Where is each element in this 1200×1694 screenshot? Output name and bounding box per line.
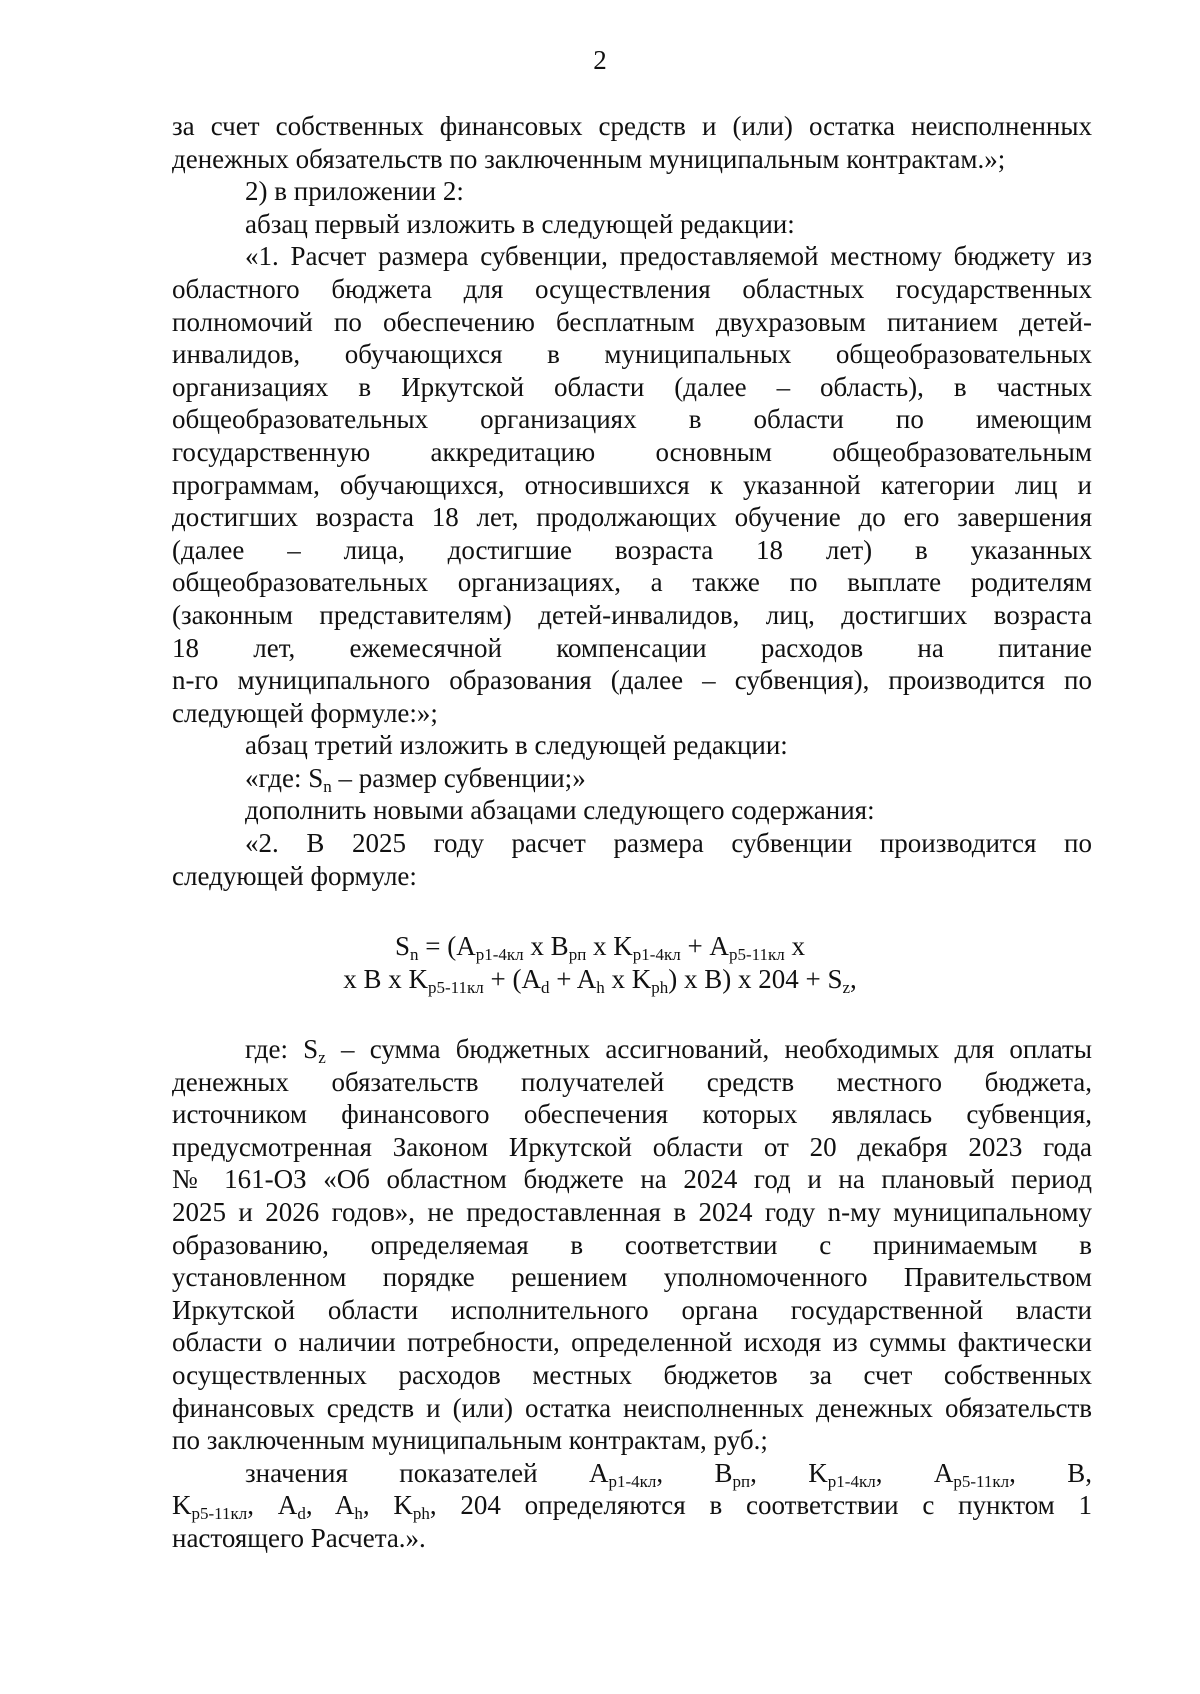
text-line: области о наличии потребности, определенной исходя из суммы фактически: [172, 1327, 1092, 1358]
text-line: образованию, определяемая в соответствии с принимаемым в: [172, 1229, 1092, 1260]
indicator-values-line: значения показателей $A_{p1-4кл}$, $B_{рп}$, $K_{p1-4кл}$, $A_{p5-11кл}$, B,: [245, 1457, 1093, 1491]
text-line: по заключенным муниципальным контрактам, руб.;: [172, 1425, 768, 1456]
text-line: следующей формуле:»;: [172, 697, 438, 728]
text-line: абзац первый изложить в следующей редакции:: [245, 208, 795, 239]
text-line: за счет собственных финансовых средств и (или) остатка неисполненных: [172, 111, 1092, 141]
text-line: организациях в Иркутской области (далее – область), в частных: [172, 371, 1092, 402]
text-line: (далее – лица, достигшие возраста 18 лет) в указанных: [172, 534, 1092, 565]
text-line: источником финансового обеспечения которых являлась субвенция,: [172, 1099, 1092, 1130]
where-sn-line: «где: $S_n$ – размер субвенции;»: [245, 762, 586, 796]
formula-line-2: x B x $K_{p5-11кл} + (A_d + A_h$ x $K_{ph}$) x B) x $204 + S_z$,: [343, 964, 857, 997]
text-line: установленном порядке решением уполномоченного Правительством: [172, 1262, 1092, 1293]
text-line: областного бюджета для осуществления областных государственных: [172, 273, 1092, 304]
text-line: программам, обучающихся, относившихся к указанной категории лиц и: [172, 469, 1092, 500]
indicator-values-line: $K_{p5-11кл}$, $A_d$, $A_h$, $K_{ph}$, 204 определяются в соответствии с пунктом 1: [172, 1490, 1093, 1524]
text-line: общеобразовательных организациях в области по имеющим: [172, 404, 1092, 435]
page-number: 2: [593, 45, 607, 75]
text-line: абзац третий изложить в следующей редакции:: [245, 730, 788, 761]
text-line: № 161-ОЗ «Об областном бюджете на 2024 год и на плановый период: [172, 1164, 1092, 1195]
text-line: следующей формуле:: [172, 860, 417, 891]
text-line: инвалидов, обучающихся в муниципальных общеобразовательных: [172, 339, 1092, 370]
text-line: настоящего Расчета.».: [172, 1522, 426, 1553]
text-line: (законным представителям) детей-инвалидов, лиц, достигших возраста: [172, 599, 1092, 630]
text-line: полномочий по обеспечению бесплатным двухразовым питанием детей-: [172, 306, 1092, 337]
text-line: 2) в приложении 2:: [245, 176, 464, 207]
text-line: «1. Расчет размера субвенции, предоставляемой местному бюджету из: [245, 241, 1092, 272]
text-line: достигших возраста 18 лет, продолжающих обучение до его завершения: [172, 502, 1092, 533]
text-line: денежных обязательств по заключенным муниципальным контрактам.»;: [172, 143, 1006, 174]
text-line: предусмотренная Законом Иркутской области от 20 декабря 2023 года: [172, 1131, 1092, 1162]
text-line: «2. В 2025 году расчет размера субвенции производится по: [245, 828, 1092, 859]
text-line: финансовых средств и (или) остатка неисполненных денежных обязательств: [172, 1392, 1092, 1423]
text-line: денежных обязательств получателей средств местного бюджета,: [172, 1066, 1092, 1097]
subvention-formula: [0, 930, 1200, 996]
definitions-text: [172, 1033, 1092, 1555]
text-line: дополнить новыми абзацами следующего содержания:: [245, 795, 875, 826]
amendment-text: [172, 110, 1092, 892]
where-sz-line: где: $S_z$ – сумма бюджетных ассигнований, необходимых для оплаты: [245, 1034, 1092, 1067]
text-line: 18 лет, ежемесячной компенсации расходов на питание: [172, 632, 1092, 663]
text-line: осуществленных расходов местных бюджетов за счет собственных: [172, 1359, 1092, 1390]
text-line: 2025 и 2026 годов», не предоставленная в 2024 году n-му муниципальному: [172, 1196, 1092, 1227]
text-line: n-го муниципального образования (далее – субвенция), производится по: [172, 665, 1092, 696]
text-line: государственную аккредитацию основным общеобразовательным: [172, 436, 1092, 467]
text-line: общеобразовательных организациях, а также по выплате родителям: [172, 567, 1092, 598]
formula-line-1: $S_n = (A_{p1-4кл}$ x $B_{рп}$ x $K_{p1-4кл} + A_{p5-11кл}$ x: [395, 931, 805, 964]
text-line: Иркутской области исполнительного органа государственной власти: [172, 1294, 1092, 1325]
